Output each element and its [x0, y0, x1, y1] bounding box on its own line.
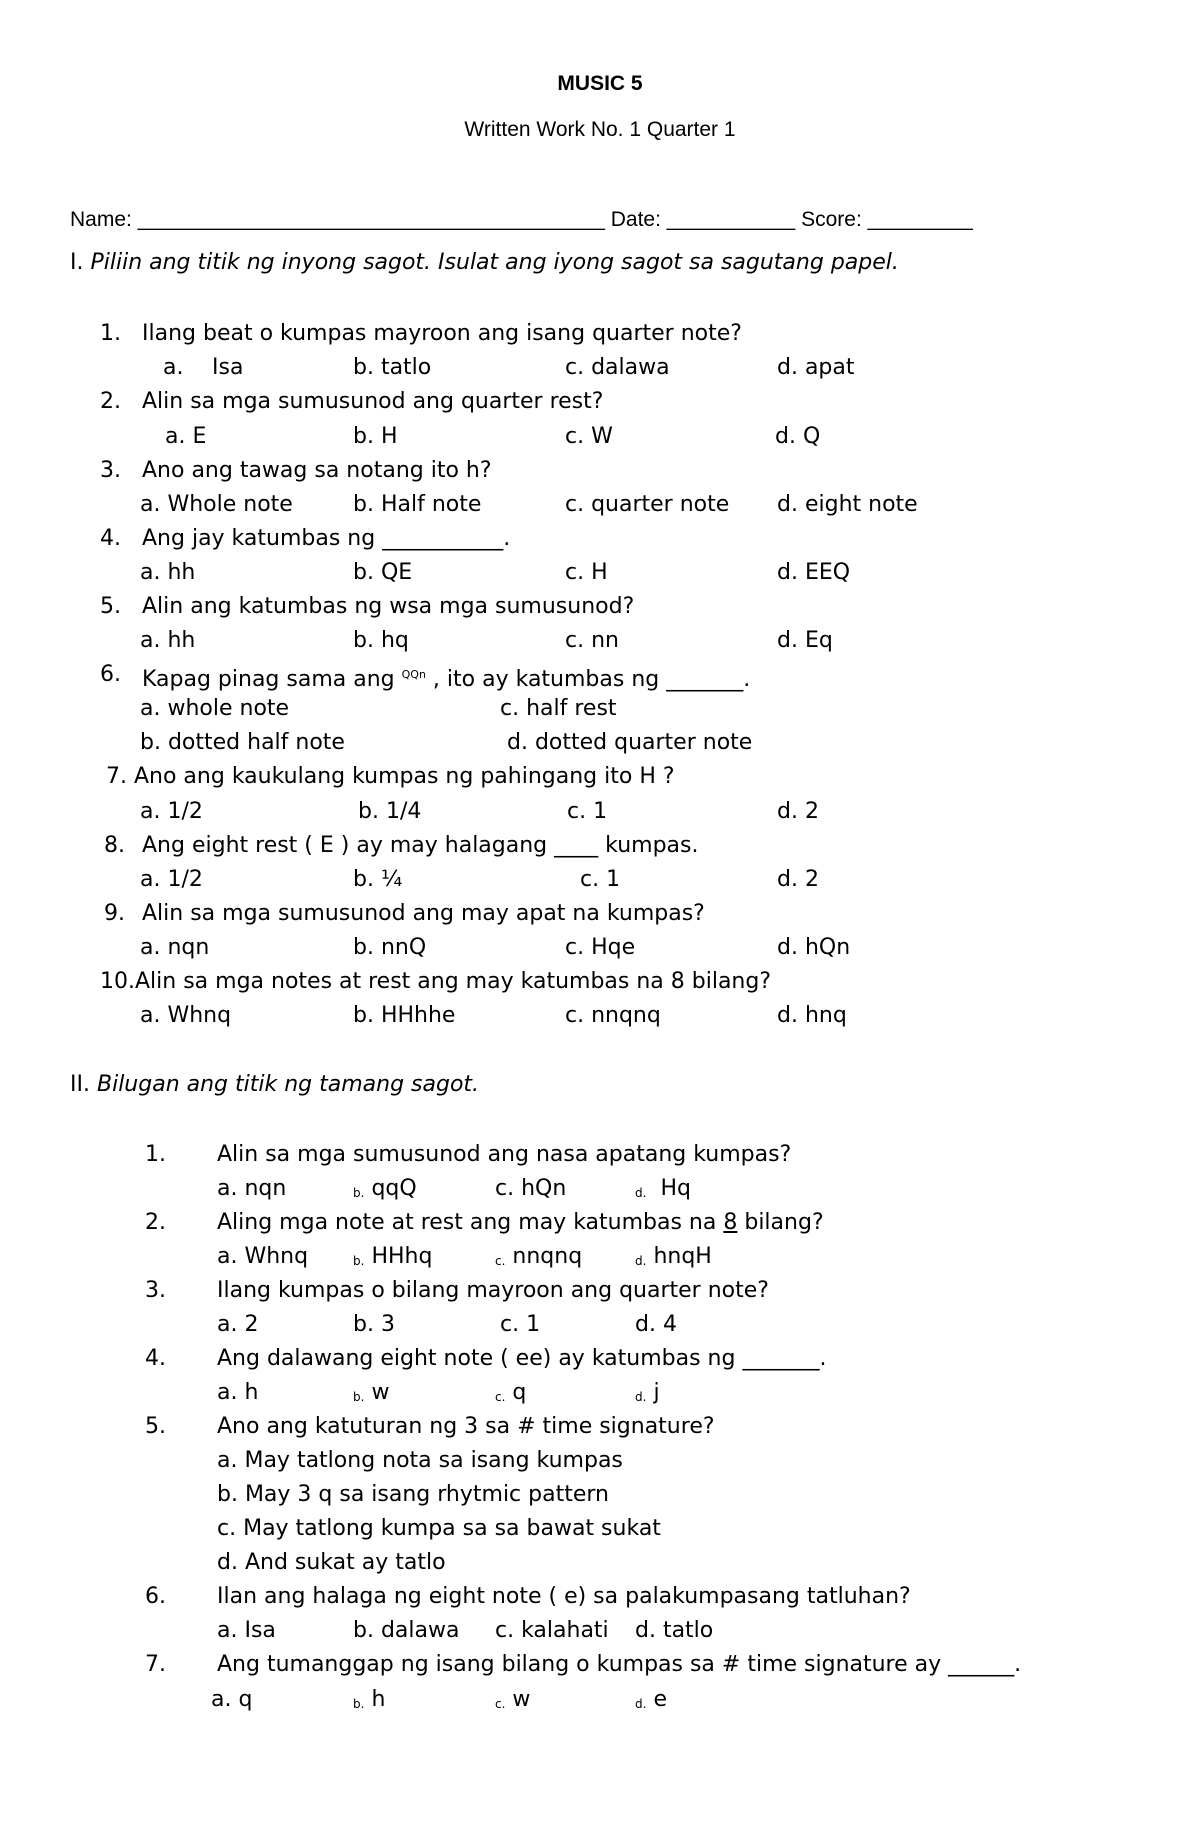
- section-2-numeral: II.: [70, 1072, 90, 1097]
- s2-q4-opt-d: d. j: [635, 1380, 660, 1405]
- s1-q7-opt-b: b. 1/4: [358, 799, 422, 824]
- s1-q4-num: 4.: [100, 526, 121, 551]
- s2-q4-opt-c: c. q: [495, 1380, 527, 1405]
- s1-q4-opt-a: a. hh: [140, 560, 196, 585]
- s2-q7-opt-b: b. h: [353, 1687, 386, 1712]
- s1-q3-text: Ano ang tawag sa notang ito h?: [142, 458, 492, 483]
- s1-q6-text: Kapag pinag sama ang $^{QQn}$ , ito ay katumbas ng _______.: [142, 667, 751, 692]
- s1-q9-opt-d: d. hQn: [777, 935, 851, 960]
- s2-q3-text: Ilang kumpas o bilang mayroon ang quarter note?: [217, 1278, 769, 1303]
- s2-q7-opt-c: c. w: [495, 1687, 531, 1712]
- s2-q4-opt-a: a. h: [217, 1380, 259, 1405]
- s2-q1-num: 1.: [145, 1142, 166, 1167]
- s1-q5-opt-d: d. Eq: [777, 628, 833, 653]
- s1-q5-num: 5.: [100, 594, 121, 619]
- s2-q5-num: 5.: [145, 1414, 166, 1439]
- s1-q5-opt-c: c. nn: [565, 628, 619, 653]
- s1-q8-opt-b: b. ¼: [353, 867, 403, 892]
- s1-q1-opt-a-letter: a.: [163, 355, 184, 380]
- s1-q10-question: 10.Alin sa mga notes at rest ang may katumbas na 8 bilang?: [100, 969, 772, 994]
- s2-q2-num: 2.: [145, 1210, 166, 1235]
- s2-q7-opt-a: a. q: [211, 1687, 253, 1712]
- section-1-instruction: [70, 250, 899, 275]
- score-blank: _________: [867, 208, 973, 231]
- s1-q6-opt-b: b. dotted half note: [140, 730, 345, 755]
- date-blank: ___________: [666, 208, 796, 231]
- s2-q3-opt-b: b. 3: [353, 1312, 395, 1337]
- s1-q9-text: Alin sa mga sumusunod ang may apat na kumpas?: [142, 901, 705, 926]
- s1-q3-num: 3.: [100, 458, 121, 483]
- s2-q4-num: 4.: [145, 1346, 166, 1371]
- section-2-instruction: [70, 1072, 479, 1097]
- s1-q3-opt-d: d. eight note: [777, 492, 918, 517]
- s1-q10-opt-a: a. Whnq: [140, 1003, 232, 1028]
- s1-q3-opt-a: a. Whole note: [140, 492, 293, 517]
- date-label: Date:: [610, 208, 661, 231]
- s2-q7-opt-d: d. e: [635, 1687, 667, 1712]
- s1-q4-text: Ang jay katumbas ng ___________.: [142, 526, 511, 551]
- s2-q5-opt-c: c. May tatlong kumpa sa sa bawat sukat: [217, 1516, 661, 1541]
- s2-q2-text: Aling mga note at rest ang may katumbas na 8 bilang?: [217, 1210, 824, 1235]
- s1-q2-opt-b: b. H: [353, 424, 398, 449]
- s2-q1-opt-b: b. qqQ: [353, 1176, 417, 1201]
- s1-q10-opt-b: b. HHhhe: [353, 1003, 456, 1028]
- s1-q5-opt-b: b. hq: [353, 628, 409, 653]
- s1-q9-opt-a: a. nqn: [140, 935, 210, 960]
- page-subtitle: Written Work No. 1 Quarter 1: [464, 118, 736, 141]
- s2-q3-opt-c: c. 1: [500, 1312, 541, 1337]
- s2-q3-num: 3.: [145, 1278, 166, 1303]
- s1-q5-text: Alin ang katumbas ng wsa mga sumusunod?: [142, 594, 635, 619]
- s2-q6-text: Ilan ang halaga ng eight note ( e) sa palakumpasang tatluhan?: [217, 1584, 911, 1609]
- s2-q5-opt-d: d. And sukat ay tatlo: [217, 1550, 446, 1575]
- score-label: Score:: [801, 208, 862, 231]
- s2-q5-text: Ano ang katuturan ng 3 sa # time signature?: [217, 1414, 715, 1439]
- page-title: MUSIC 5: [557, 72, 643, 95]
- s2-q6-num: 6.: [145, 1584, 166, 1609]
- s1-q2-opt-a: a. E: [165, 424, 207, 449]
- section-1-text: Piliin ang titik ng inyong sagot. Isulat ang iyong sagot sa sagutang papel.: [90, 250, 899, 275]
- name-label: Name:: [70, 208, 132, 231]
- s1-q8-opt-c: c. 1: [580, 867, 621, 892]
- s1-q3-opt-b: b. Half note: [353, 492, 482, 517]
- s1-q9-opt-c: c. Hqe: [565, 935, 636, 960]
- name-blank: ________________________________________: [137, 208, 605, 231]
- s1-q8-opt-d: d. 2: [777, 867, 819, 892]
- s2-q7-num: 7.: [145, 1652, 166, 1677]
- section-2-text: Bilugan ang titik ng tamang sagot.: [96, 1072, 480, 1097]
- s2-q6-opt-a: a. Isa: [217, 1618, 276, 1643]
- s2-q6-opt-c: c. kalahati: [495, 1618, 609, 1643]
- s2-q2-opt-b: b. HHhq: [353, 1244, 433, 1269]
- s2-q6-opt-d: d. tatlo: [635, 1618, 714, 1643]
- s2-q1-text: Alin sa mga sumusunod ang nasa apatang kumpas?: [217, 1142, 792, 1167]
- s2-q2-opt-a: a. Whnq: [217, 1244, 309, 1269]
- s1-q4-opt-c: c. H: [565, 560, 608, 585]
- s1-q7-opt-c: c. 1: [567, 799, 608, 824]
- s1-q10-opt-d: d. hnq: [777, 1003, 847, 1028]
- s1-q1-num: 1.: [100, 321, 121, 346]
- s1-q4-opt-b: b. QE: [353, 560, 413, 585]
- s2-q3-opt-d: d. 4: [635, 1312, 677, 1337]
- s1-q10-opt-c: c. nnqnq: [565, 1003, 661, 1028]
- s1-q6-opt-d: d. dotted quarter note: [507, 730, 753, 755]
- s1-q4-opt-d: d. EEQ: [777, 560, 851, 585]
- s1-q7-opt-a: a. 1/2: [140, 799, 203, 824]
- s1-q9-opt-b: b. nnQ: [353, 935, 427, 960]
- s2-q5-opt-a: a. May tatlong nota sa isang kumpas: [217, 1448, 623, 1473]
- s2-q1-opt-c: c. hQn: [495, 1176, 567, 1201]
- s1-q6-opt-c: c. half rest: [500, 696, 617, 721]
- s2-q6-opt-b: b. dalawa: [353, 1618, 460, 1643]
- quarter-notes-symbol: QQn: [401, 668, 426, 681]
- s2-q1-opt-a: a. nqn: [217, 1176, 287, 1201]
- s1-q8-opt-a: a. 1/2: [140, 867, 203, 892]
- s1-q3-opt-c: c. quarter note: [565, 492, 730, 517]
- s1-q6-opt-a: a. whole note: [140, 696, 290, 721]
- s2-q3-opt-a: a. 2: [217, 1312, 259, 1337]
- s1-q1-opt-c: c. dalawa: [565, 355, 670, 380]
- s1-q2-text: Alin sa mga sumusunod ang quarter rest?: [142, 389, 604, 414]
- s2-q2-opt-d: d. hnqH: [635, 1244, 712, 1269]
- s1-q8-num: 8.: [104, 833, 125, 858]
- section-1-numeral: I.: [70, 250, 84, 275]
- s1-q1-opt-b: b. tatlo: [353, 355, 432, 380]
- s1-q2-num: 2.: [100, 389, 121, 414]
- s1-q1-text: Ilang beat o kumpas mayroon ang isang quarter note?: [142, 321, 742, 346]
- s1-q7-opt-d: d. 2: [777, 799, 819, 824]
- s1-q2-opt-d: d. Q: [775, 424, 821, 449]
- s1-q5-opt-a: a. hh: [140, 628, 196, 653]
- s1-q1-opt-d: d. apat: [777, 355, 855, 380]
- s2-q4-opt-b: b. w: [353, 1380, 390, 1405]
- student-info-row: [70, 208, 973, 232]
- s1-q6-num: 6.: [100, 662, 121, 687]
- s2-q2-opt-c: c. nnqnq: [495, 1244, 583, 1269]
- s2-q1-opt-d: d. Hq: [635, 1176, 691, 1201]
- s2-q7-text: Ang tumanggap ng isang bilang o kumpas sa # time signature ay ______.: [217, 1652, 1022, 1677]
- s1-q8-text: Ang eight rest ( E ) ay may halagang ____ kumpas.: [142, 833, 699, 858]
- s1-q7-question: 7. Ano ang kaukulang kumpas ng pahingang ito H ?: [106, 764, 675, 789]
- s1-q2-opt-c: c. W: [565, 424, 613, 449]
- s1-q9-num: 9.: [104, 901, 125, 926]
- s1-q1-opt-a: Isa: [212, 355, 244, 380]
- s2-q5-opt-b: b. May 3 q sa isang rhytmic pattern: [217, 1482, 609, 1507]
- s2-q4-text: Ang dalawang eight note ( ee) ay katumbas ng _______.: [217, 1346, 827, 1371]
